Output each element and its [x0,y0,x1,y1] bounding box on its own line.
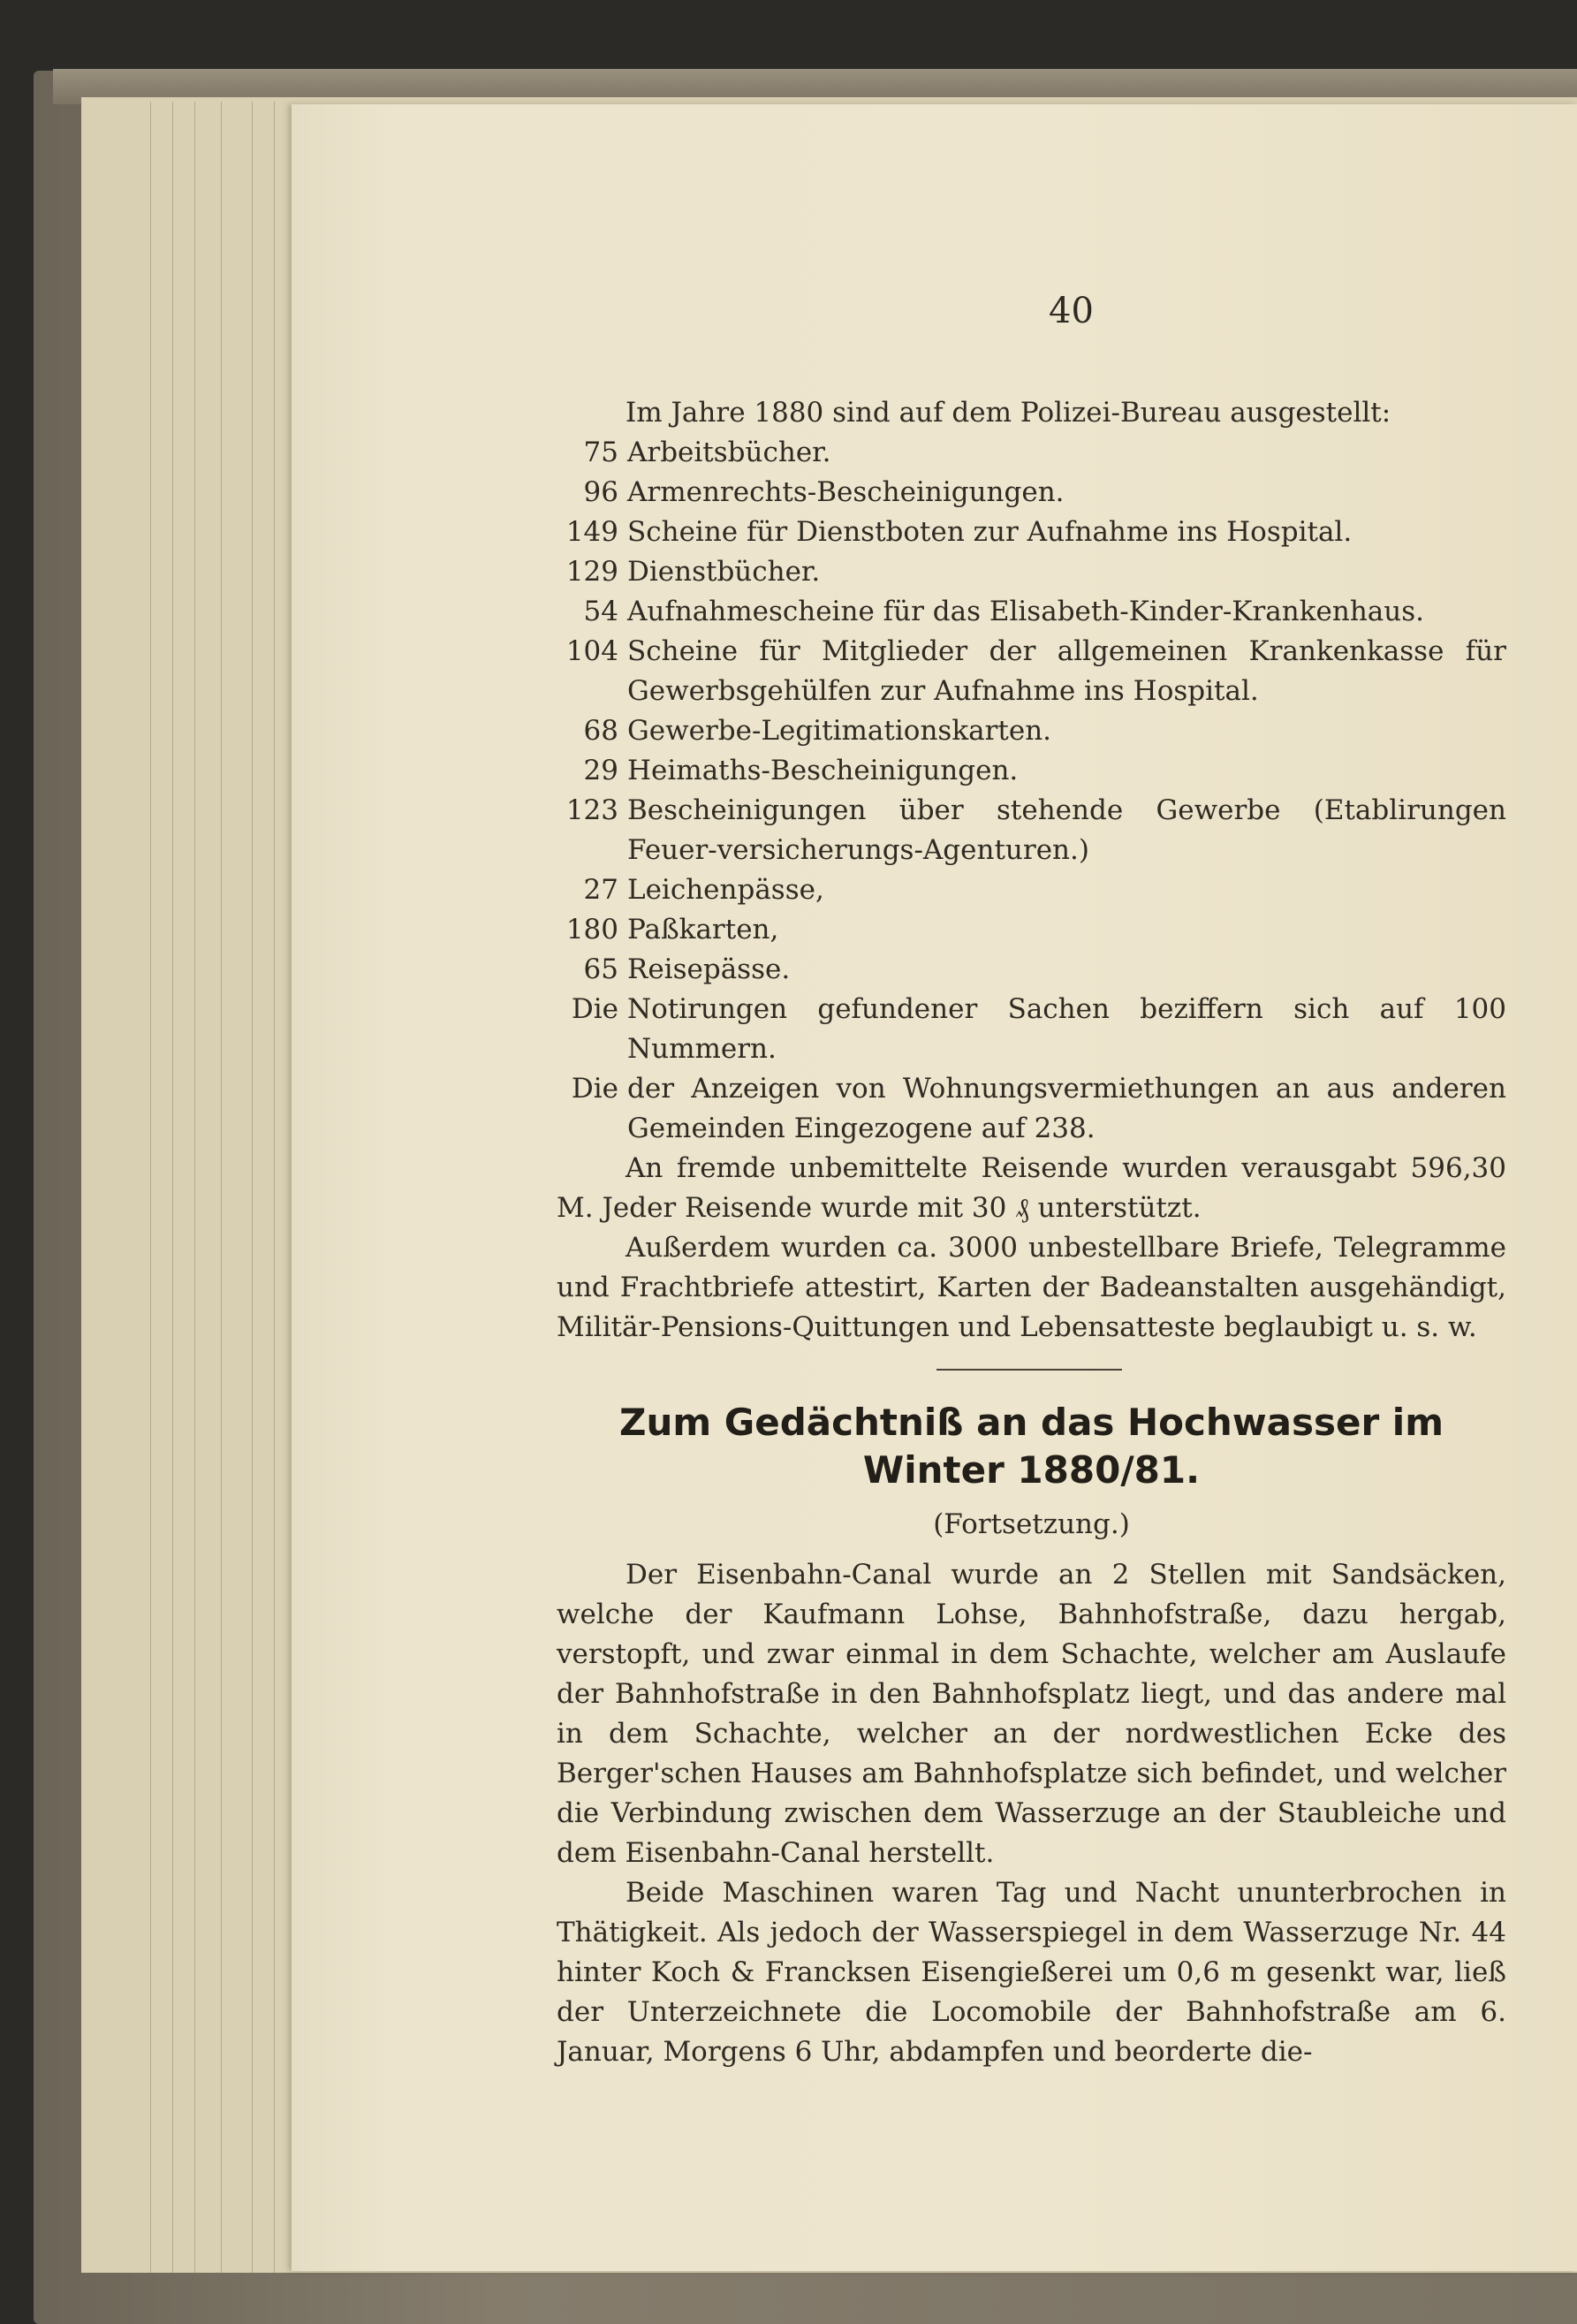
entry-count: 29 [583,755,618,786]
page-edge-line [194,102,195,2273]
entry-text: Notirungen gefundener Sachen beziffern sich auf 100 Nummern. [627,993,1506,1065]
entry-count: 180 [565,914,618,946]
page-edge-line [172,102,173,2273]
list-item [557,950,1506,990]
list-item [557,711,1506,751]
entry-count: 54 [583,596,618,627]
section-subheading: (Fortsetzung.) [933,1508,1130,1540]
list-item [557,1069,1506,1149]
entry-text: Scheine für Mitglieder der allgemeinen Krankenkasse für Gewerbsgehülfen zur Aufnahme ins Hospital. [627,635,1506,707]
list-item [557,791,1506,870]
list-item [557,990,1506,1069]
intro-line: Im Jahre 1880 sind auf dem Polizei-Bureau ausgestellt: [625,397,1391,429]
page-edge-line [252,102,253,2273]
entry-count: 104 [565,635,618,667]
besides-paragraph: Außerdem wurden ca. 3000 unbestellbare Briefe, Telegramme und Frachtbriefe attestirt, Karten der Badeanstalten ausgehändigt, Militär-Pensions-Quittungen und Lebensatteste beglaubigt u. s. w. [557,1232,1506,1343]
statistics-list [557,433,1506,1149]
entry-count: 65 [583,953,618,985]
list-item [557,632,1506,711]
entry-text: Bescheinigungen über stehende Gewerbe (Etablirungen Feuer-versicherungs-Agenturen.) [627,794,1506,866]
page-number: 40 [1049,291,1094,331]
entry-count: 149 [565,516,618,548]
entry-count: 68 [583,715,618,747]
page-content [557,292,1506,2072]
list-item [557,433,1506,473]
list-item [557,513,1506,552]
entry-text: Arbeitsbücher. [627,437,831,468]
canal-paragraph: Der Eisenbahn-Canal wurde an 2 Stellen mit Sandsäcken, welche der Kaufmann Lohse, Bahnhofstraße, dazu hergab, verstopft, und zwar einmal in dem Schachte, welcher am Auslaufe der Bahnhofstraße in den Bahnhofsplatz liegt, und das andere mal in dem Schachte, welcher an der nordwestlichen Ecke des Berger'schen Hauses am Bahnhofsplatze sich befindet, und welcher die Verbindung zwischen dem Wasserzuge an der Staubleiche und dem Eisenbahn-Canal herstellt. [557,1559,1506,1869]
travelers-paragraph: An fremde unbemittelte Reisende wurden verausgabt 596,30 M. Jeder Reisende wurde mit 30 ₰ unterstützt. [557,1152,1506,1224]
list-item [557,910,1506,950]
list-item [557,473,1506,513]
entry-count: 129 [565,556,618,588]
list-item [557,592,1506,632]
entry-text: Scheine für Dienstboten zur Aufnahme ins Hospital. [627,516,1353,548]
entry-text: Heimaths-Bescheinigungen. [627,755,1019,786]
entry-text: Paßkarten, [627,914,779,946]
entry-count: 123 [565,794,618,826]
entry-text: Leichenpässe, [627,874,824,906]
list-item [557,751,1506,791]
entry-text: Gewerbe-Legitimationskarten. [627,715,1052,747]
entry-text: Aufnahmescheine für das Elisabeth-Kinder-Krankenhaus. [627,596,1424,627]
entry-text: Armenrechts-Bescheinigungen. [627,476,1065,508]
page-edge-line [221,102,222,2273]
entry-count: Die [571,1073,618,1105]
entry-text: Reisepässe. [627,953,791,985]
entry-count: 75 [583,437,618,468]
machines-paragraph: Beide Maschinen waren Tag und Nacht ununterbrochen in Thätigkeit. Als jedoch der Wasserspiegel in dem Wasserzuge Nr. 44 hinter Koch & Francksen Eisengießerei um 0,6 m gesenkt war, ließ der Unterzeichnete die Locomobile der Bahnhofstraße am 6. Januar, Morgens 6 Uhr, abdampfen und beorderte die- [557,1877,1506,2068]
entry-text: Dienstbücher. [627,556,821,588]
section-divider [936,1369,1122,1371]
page-edge-line [274,102,275,2273]
entry-count: Die [571,993,618,1025]
page-edge-line [150,102,151,2273]
entry-count: 27 [583,874,618,906]
section-heading: Zum Gedächtniß an das Hochwasser im Winter 1880/81. [619,1401,1444,1492]
list-item [557,870,1506,910]
entry-text: der Anzeigen von Wohnungsvermiethungen an aus anderen Gemeinden Eingezogene auf 238. [627,1073,1506,1144]
entry-count: 96 [583,476,618,508]
list-item [557,552,1506,592]
